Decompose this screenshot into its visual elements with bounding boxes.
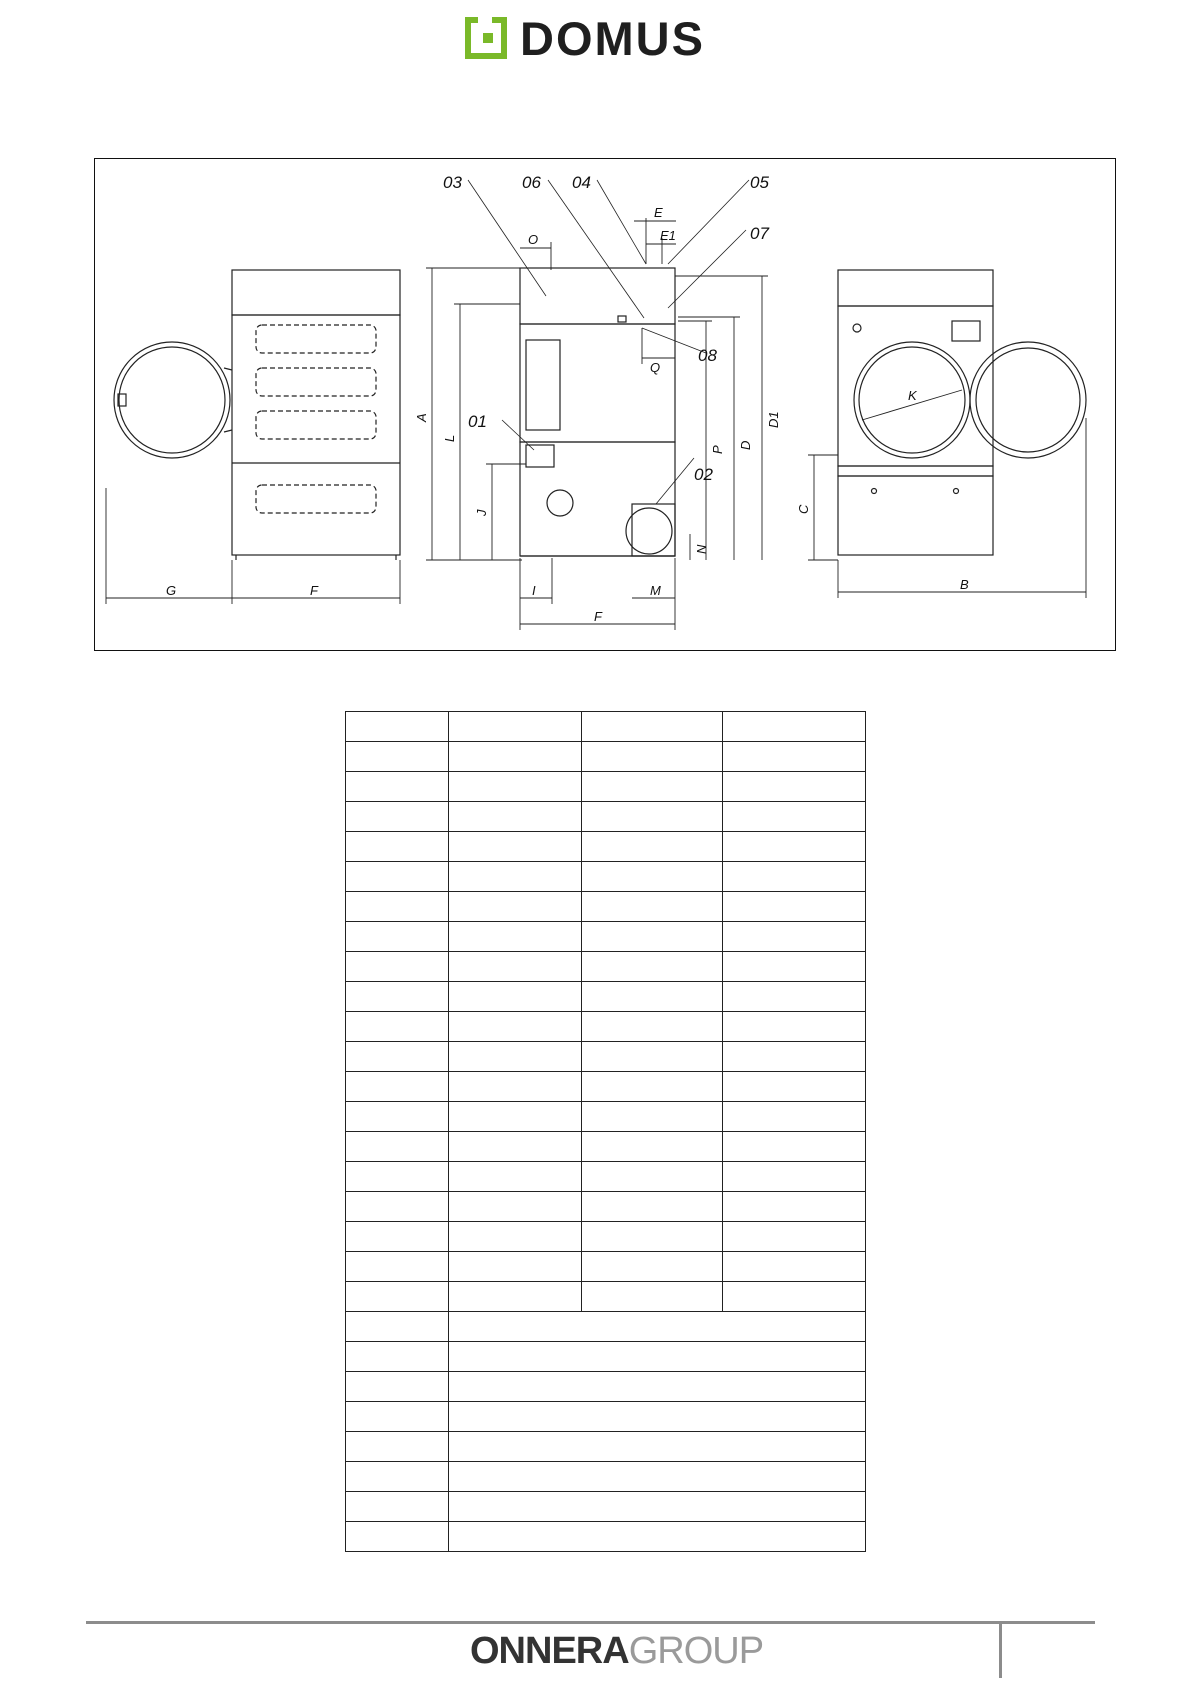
table-cell (346, 862, 449, 892)
table-cell (346, 1102, 449, 1132)
footer-page-divider (999, 1623, 1002, 1678)
table-cell (449, 1072, 582, 1102)
table-cell (723, 1252, 866, 1282)
dim-label-g: F (310, 583, 318, 598)
dim-label-p: P (710, 445, 725, 454)
table-cell (346, 952, 449, 982)
table-row (346, 1012, 866, 1042)
table-cell (449, 922, 582, 952)
table-cell (449, 982, 582, 1012)
dim-label-q: Q (650, 360, 661, 375)
leader-lines (468, 180, 749, 504)
table-cell (723, 1132, 866, 1162)
table-cell (723, 1162, 866, 1192)
table-cell (582, 772, 723, 802)
table-cell (723, 952, 866, 982)
table-row (346, 1042, 866, 1072)
table-cell (582, 742, 723, 772)
dim-label-o: O (528, 232, 539, 247)
table-cell (449, 1042, 582, 1072)
dim-label-a: A (414, 413, 429, 422)
callout-06: 06 (522, 173, 541, 192)
dim-label-d: D (738, 440, 753, 450)
table-cell (582, 922, 723, 952)
table-cell (582, 1222, 723, 1252)
table-cell (582, 1102, 723, 1132)
table-cell (346, 1192, 449, 1222)
table-cell (582, 1252, 723, 1282)
table-cell (582, 1282, 723, 1312)
table-cell (723, 1012, 866, 1042)
table-cell (449, 1402, 866, 1432)
table-cell (346, 1522, 449, 1552)
table-row (346, 1072, 866, 1102)
table-row (346, 1432, 866, 1462)
table-row (346, 982, 866, 1012)
callout-03: 03 (443, 173, 462, 192)
front-view-right (838, 270, 1086, 555)
table-cell (723, 1192, 866, 1222)
table-row (346, 1402, 866, 1432)
table-cell (346, 1042, 449, 1072)
table-cell (723, 862, 866, 892)
table-cell (723, 1042, 866, 1072)
table-cell (582, 1072, 723, 1102)
table-row (346, 712, 866, 742)
table-cell (723, 772, 866, 802)
table-row (346, 1102, 866, 1132)
table-cell (346, 982, 449, 1012)
footer-brand-bold: ONNERA (470, 1630, 629, 1672)
callout-07: 07 (750, 224, 769, 243)
table-cell (449, 1252, 582, 1282)
table-cell (346, 1252, 449, 1282)
table-cell (723, 1282, 866, 1312)
table-cell (346, 712, 449, 742)
table-row (346, 1252, 866, 1282)
table-row (346, 862, 866, 892)
table-cell (582, 712, 723, 742)
table-cell (449, 1342, 866, 1372)
table-row (346, 952, 866, 982)
table-cell (449, 1492, 866, 1522)
table-cell (449, 1432, 866, 1462)
table-cell (723, 712, 866, 742)
table-cell (346, 1162, 449, 1192)
table-cell (346, 1012, 449, 1042)
dim-label-e1: E1 (660, 228, 676, 243)
domus-logo (0, 0, 1192, 80)
table-cell (346, 1312, 449, 1342)
table-cell (582, 1192, 723, 1222)
table-cell (346, 1282, 449, 1312)
table-cell (346, 1462, 449, 1492)
table-cell (723, 922, 866, 952)
callout-05: 05 (750, 173, 769, 192)
table-cell (582, 982, 723, 1012)
dim-label-l: L (442, 434, 457, 442)
table-cell (346, 1342, 449, 1372)
specification-table (345, 711, 866, 1552)
table-row (346, 1222, 866, 1252)
table-cell (723, 982, 866, 1012)
table-row (346, 1522, 866, 1552)
table-cell (449, 1102, 582, 1132)
dim-label-i: I (532, 583, 536, 598)
table-cell (346, 922, 449, 952)
table-cell (449, 1462, 866, 1492)
table-row (346, 1372, 866, 1402)
table-cell (582, 862, 723, 892)
table-row (346, 832, 866, 862)
table-cell (723, 1072, 866, 1102)
table-cell (582, 1042, 723, 1072)
callout-08: 08 (698, 346, 717, 365)
table-cell (346, 1372, 449, 1402)
table-cell (449, 862, 582, 892)
table-cell (449, 802, 582, 832)
callout-02: 02 (694, 465, 713, 484)
table-cell (449, 1162, 582, 1192)
table-cell (346, 1402, 449, 1432)
table-cell (346, 772, 449, 802)
table-cell (346, 1072, 449, 1102)
table-cell (346, 742, 449, 772)
table-cell (449, 1192, 582, 1222)
table-cell (449, 742, 582, 772)
dim-label-f: F (594, 609, 602, 624)
callout-04: 04 (572, 173, 591, 192)
table-cell (582, 802, 723, 832)
dim-label-n: N (694, 544, 709, 554)
table-cell (449, 1312, 866, 1342)
table-cell (449, 1012, 582, 1042)
table-cell (582, 1132, 723, 1162)
table-cell (582, 1012, 723, 1042)
table-cell (723, 1222, 866, 1252)
side-view-left (114, 270, 400, 560)
table-cell (449, 772, 582, 802)
domus-logo-text: DOMUS (520, 12, 705, 65)
table-cell (582, 1162, 723, 1192)
table-cell (723, 892, 866, 922)
table-cell (723, 832, 866, 862)
table-row (346, 892, 866, 922)
table-row (346, 1162, 866, 1192)
table-cell (449, 1222, 582, 1252)
table-cell (346, 802, 449, 832)
table-row (346, 1492, 866, 1522)
table-cell (449, 1372, 866, 1402)
dim-label-h: G (166, 583, 177, 598)
dim-label-k: K (908, 388, 917, 403)
callout-01: 01 (468, 412, 487, 431)
dim-label-c: C (796, 504, 811, 514)
table-row (346, 1282, 866, 1312)
table-row (346, 742, 866, 772)
table-row (346, 1132, 866, 1162)
table-cell (449, 1132, 582, 1162)
dim-label-b: B (960, 577, 969, 592)
table-cell (346, 832, 449, 862)
table-cell (723, 742, 866, 772)
technical-drawing (94, 158, 1116, 651)
table-cell (346, 1222, 449, 1252)
table-row (346, 802, 866, 832)
dim-label-e: E (654, 205, 663, 220)
table-cell (723, 802, 866, 832)
table-cell (346, 1432, 449, 1462)
table-row (346, 772, 866, 802)
table-row (346, 1462, 866, 1492)
footer-divider (86, 1621, 1095, 1624)
table-cell (449, 1522, 866, 1552)
table-cell (449, 892, 582, 922)
footer-brand-light: GROUP (628, 1630, 764, 1672)
table-cell (346, 1492, 449, 1522)
table-cell (449, 952, 582, 982)
table-cell (582, 832, 723, 862)
rear-view-center (520, 268, 675, 556)
table-cell (449, 1282, 582, 1312)
table-cell (346, 892, 449, 922)
table-cell (449, 712, 582, 742)
domus-logo-mark-icon (468, 16, 504, 56)
table-row (346, 1312, 866, 1342)
dim-label-m: M (650, 583, 661, 598)
onnera-group-logo (470, 1630, 763, 1673)
table-cell (449, 832, 582, 862)
table-row (346, 1192, 866, 1222)
dim-label-d1: D1 (766, 411, 781, 428)
dim-label-j: J (474, 509, 489, 516)
table-cell (723, 1102, 866, 1132)
table-cell (346, 1132, 449, 1162)
table-row (346, 922, 866, 952)
table-row (346, 1342, 866, 1372)
dimension-lines (106, 218, 1086, 630)
table-cell (582, 892, 723, 922)
table-cell (582, 952, 723, 982)
